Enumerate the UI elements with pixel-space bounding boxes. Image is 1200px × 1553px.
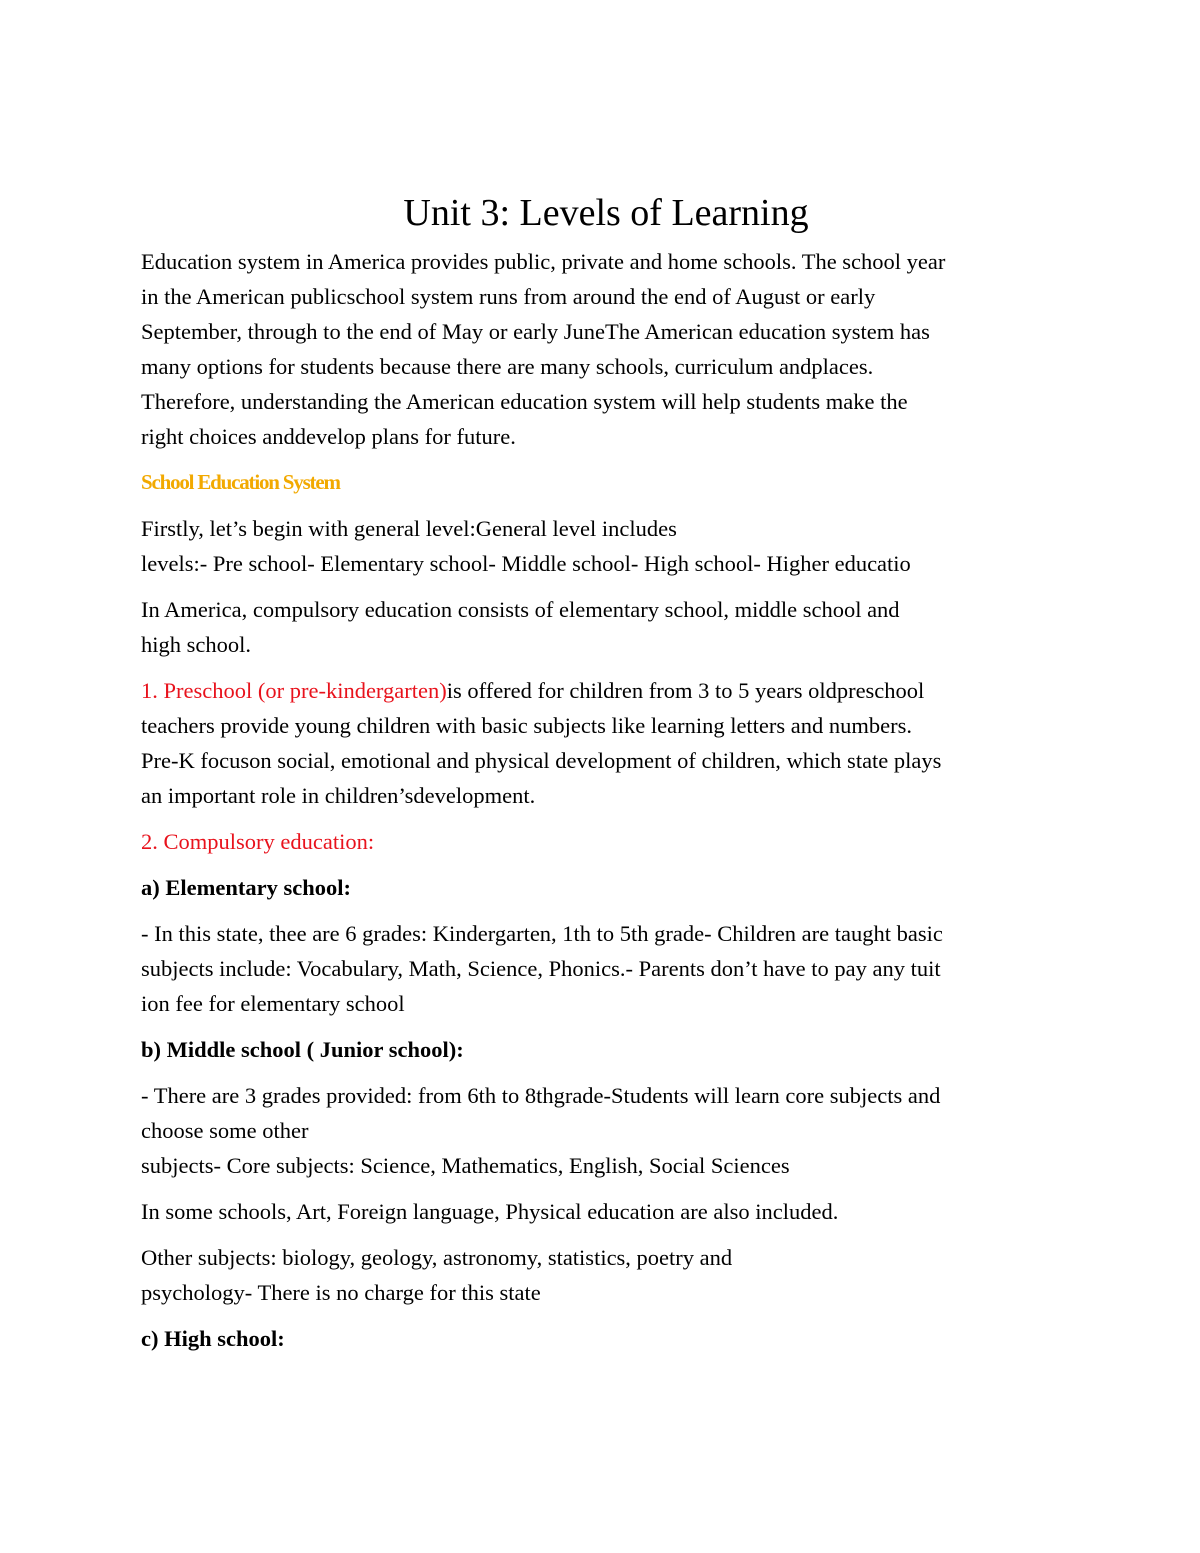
intro-line: Education system in America provides public, private and home schools. The school year (141, 249, 946, 274)
general-line: levels:- Pre school- Elementary school- Middle school- High school- Higher educatio (141, 551, 911, 576)
elementary-line: ion fee for elementary school (141, 991, 405, 1016)
preschool-line: Pre-K focuson social, emotional and physical development of children, which state plays (141, 748, 942, 773)
elementary-paragraph (141, 916, 1071, 1021)
compulsory-line: In America, compulsory education consists of elementary school, middle school and (141, 597, 900, 622)
general-level-paragraph (141, 511, 1071, 581)
preschool-first-line-text: is offered for children from 3 to 5 years oldpreschool (446, 678, 925, 703)
general-line: Firstly, let’s begin with general level:General level includes (141, 516, 677, 541)
middle-line: subjects- Core subjects: Science, Mathematics, English, Social Sciences (141, 1153, 790, 1178)
other-subjects-paragraph (141, 1240, 1071, 1310)
compulsory-heading: 2. Compulsory education: (141, 829, 375, 854)
preschool-first-line (141, 673, 1071, 708)
middle-line: - There are 3 grades provided: from 6th to 8thgrade-Students will learn core subjects and (141, 1083, 941, 1108)
high-school-heading: c) High school: (141, 1326, 285, 1351)
compulsory-line: high school. (141, 632, 251, 657)
intro-line: right choices anddevelop plans for future. (141, 424, 516, 449)
intro-line: Therefore, understanding the American education system will help students make the (141, 389, 908, 414)
preschool-line: an important role in children’sdevelopment. (141, 783, 536, 808)
middle-paragraph (141, 1078, 1071, 1183)
document-body (141, 188, 1071, 1367)
middle-line: choose some other (141, 1118, 309, 1143)
elementary-heading: a) Elementary school: (141, 875, 351, 900)
preschool-label: 1. Preschool (or pre-kindergarten) (141, 678, 447, 703)
preschool-line: teachers provide young children with basic subjects like learning letters and numbers. (141, 713, 913, 738)
intro-line: many options for students because there are many schools, curriculum andplaces. (141, 354, 874, 379)
other-subjects-line: Other subjects: biology, geology, astronomy, statistics, poetry and (141, 1245, 733, 1270)
elementary-line: - In this state, thee are 6 grades: Kindergarten, 1th to 5th grade- Children are taught basic (141, 921, 943, 946)
page-title: Unit 3: Levels of Learning (403, 192, 809, 234)
section-heading: School Education System (141, 470, 340, 494)
intro-paragraph (141, 244, 1071, 454)
intro-line: September, through to the end of May or early JuneThe American education system has (141, 319, 930, 344)
middle-extra-line: In some schools, Art, Foreign language, Physical education are also included. (141, 1199, 839, 1224)
preschool-paragraph (141, 673, 1071, 813)
intro-line: in the American publicschool system runs from around the end of August or early (141, 284, 876, 309)
middle-heading: b) Middle school ( Junior school): (141, 1037, 464, 1062)
compulsory-paragraph (141, 592, 1071, 662)
elementary-line: subjects include: Vocabulary, Math, Science, Phonics.- Parents don’t have to pay any tuit (141, 956, 941, 981)
other-subjects-line: psychology- There is no charge for this state (141, 1280, 541, 1305)
